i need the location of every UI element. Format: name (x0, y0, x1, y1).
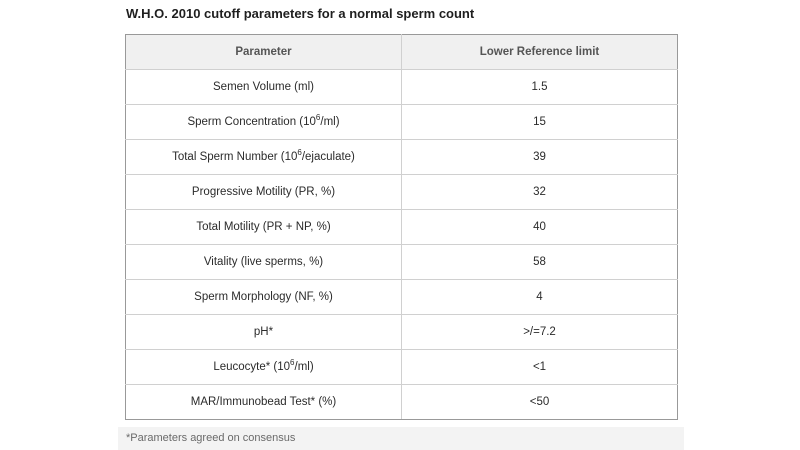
limit-cell: 4 (402, 280, 678, 315)
parameter-text: Leucocyte* (10 (213, 361, 291, 373)
table-row (126, 385, 678, 420)
header-parameter: Parameter (126, 35, 402, 70)
table-row (126, 105, 678, 140)
limit-cell: 40 (402, 210, 678, 245)
parameter-cell: Vitality (live sperms, %) (126, 245, 402, 280)
header-lower-reference-limit: Lower Reference limit (402, 35, 678, 70)
limit-cell: >/=7.2 (402, 315, 678, 350)
parameter-unit: /ml) (320, 116, 340, 128)
table-row (126, 350, 678, 385)
reference-table (125, 34, 678, 420)
parameter-text: Sperm Concentration (10 (187, 116, 316, 128)
table-row (126, 70, 678, 105)
limit-cell: 39 (402, 140, 678, 175)
parameter-cell: MAR/Immunobead Test* (%) (126, 385, 402, 420)
parameter-cell (126, 140, 402, 175)
table-row (126, 140, 678, 175)
exponent: 6 (315, 113, 321, 123)
parameter-unit: /ejaculate) (301, 151, 355, 163)
reference-table-container (125, 34, 677, 420)
limit-cell: 15 (402, 105, 678, 140)
parameter-cell: Total Motility (PR + NP, %) (126, 210, 402, 245)
table-row (126, 280, 678, 315)
table-row (126, 175, 678, 210)
limit-cell: 58 (402, 245, 678, 280)
table-title: W.H.O. 2010 cutoff parameters for a normal sperm count (126, 6, 475, 21)
parameter-cell: Progressive Motility (PR, %) (126, 175, 402, 210)
parameter-text: Total Sperm Number (10 (172, 151, 298, 163)
parameter-cell (126, 105, 402, 140)
table-row (126, 245, 678, 280)
table-row (126, 210, 678, 245)
limit-cell: 1.5 (402, 70, 678, 105)
exponent: 6 (297, 148, 302, 158)
parameter-cell: Sperm Morphology (NF, %) (126, 280, 402, 315)
table-row (126, 315, 678, 350)
footnote: *Parameters agreed on consensus (126, 432, 296, 444)
parameter-cell (126, 350, 402, 385)
limit-cell: <50 (402, 385, 678, 420)
limit-cell: <1 (402, 350, 678, 385)
parameter-cell: pH* (126, 315, 402, 350)
limit-cell: 32 (402, 175, 678, 210)
table-header-row (126, 35, 678, 70)
parameter-unit: /ml) (294, 361, 314, 373)
exponent: 6 (290, 358, 295, 368)
parameter-cell: Semen Volume (ml) (126, 70, 402, 105)
